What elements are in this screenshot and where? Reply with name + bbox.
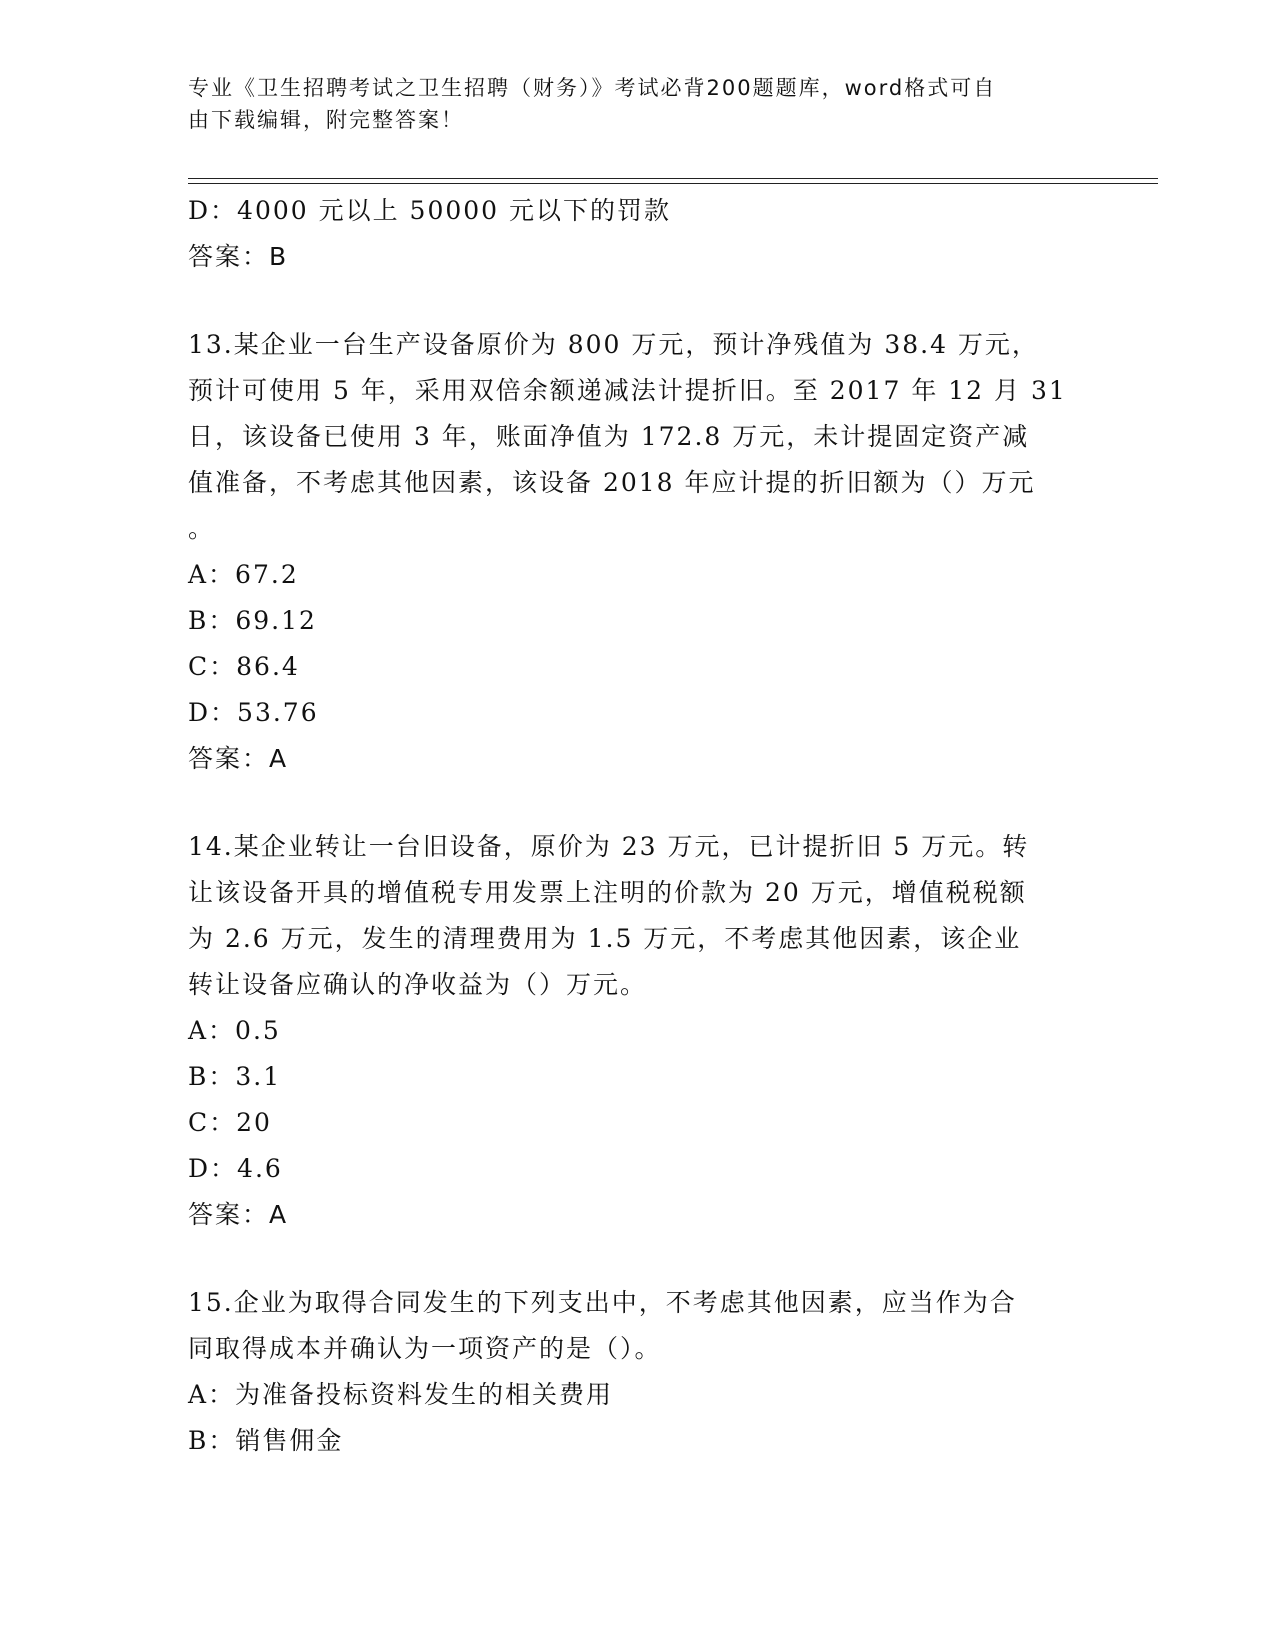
option-d: D：53.76 [188, 698, 319, 727]
question-text-line: 同取得成本并确认为一项资产的是（）。 [188, 1334, 662, 1363]
answer: 答案：A [188, 1200, 289, 1229]
option-b: B：3.1 [188, 1062, 282, 1091]
question-text-line: 15.企业为取得合同发生的下列支出中，不考虑其他因素，应当作为合 [188, 1288, 1017, 1317]
question-text-line: 转让设备应确认的净收益为（）万元。 [188, 970, 648, 999]
question-14 [188, 824, 1088, 1238]
question-text-line: 。 [188, 514, 216, 543]
question-text-line: 14.某企业转让一台旧设备，原价为 23 万元，已计提折旧 5 万元。转 [188, 832, 1030, 861]
question-13 [188, 322, 1088, 782]
option-a: A：0.5 [188, 1016, 281, 1045]
question-text-line: 日，该设备已使用 3 年，账面净值为 172.8 万元，未计提固定资产减 [188, 422, 1030, 451]
option-a: A：67.2 [188, 560, 299, 589]
document-body [188, 188, 1088, 1464]
question-text-line: 预计可使用 5 年，采用双倍余额递减法计提折旧。至 2017 年 12 月 31 [188, 376, 1067, 405]
answer: 答案：A [188, 744, 289, 773]
question-text-line: 13.某企业一台生产设备原价为 800 万元，预计净残值为 38.4 万元， [188, 330, 1039, 359]
option-d: D：4000 元以上 50000 元以下的罚款 [188, 196, 672, 225]
header-line-1: 专业《卫生招聘考试之卫生招聘（财务）》考试必背200题题库，word格式可自 [188, 76, 997, 100]
question-text-line: 让该设备开具的增值税专用发票上注明的价款为 20 万元，增值税税额 [188, 878, 1027, 907]
question-15 [188, 1280, 1088, 1464]
option-c: C：20 [188, 1108, 272, 1137]
option-b: B：69.12 [188, 606, 317, 635]
option-b: B：销售佣金 [188, 1426, 344, 1455]
header-line-2: 由下载编辑，附完整答案！ [188, 108, 464, 132]
question-text-line: 值准备，不考虑其他因素，该设备 2018 年应计提的折旧额为（）万元 [188, 468, 1036, 497]
document-header [188, 72, 1088, 136]
header-divider-bottom [188, 183, 1158, 184]
option-d: D：4.6 [188, 1154, 283, 1183]
option-a: A：为准备投标资料发生的相关费用 [188, 1380, 614, 1409]
answer: 答案：B [188, 242, 289, 271]
option-c: C：86.4 [188, 652, 300, 681]
question-text-line: 为 2.6 万元，发生的清理费用为 1.5 万元，不考虑其他因素，该企业 [188, 924, 1022, 953]
header-divider-top [188, 178, 1158, 179]
